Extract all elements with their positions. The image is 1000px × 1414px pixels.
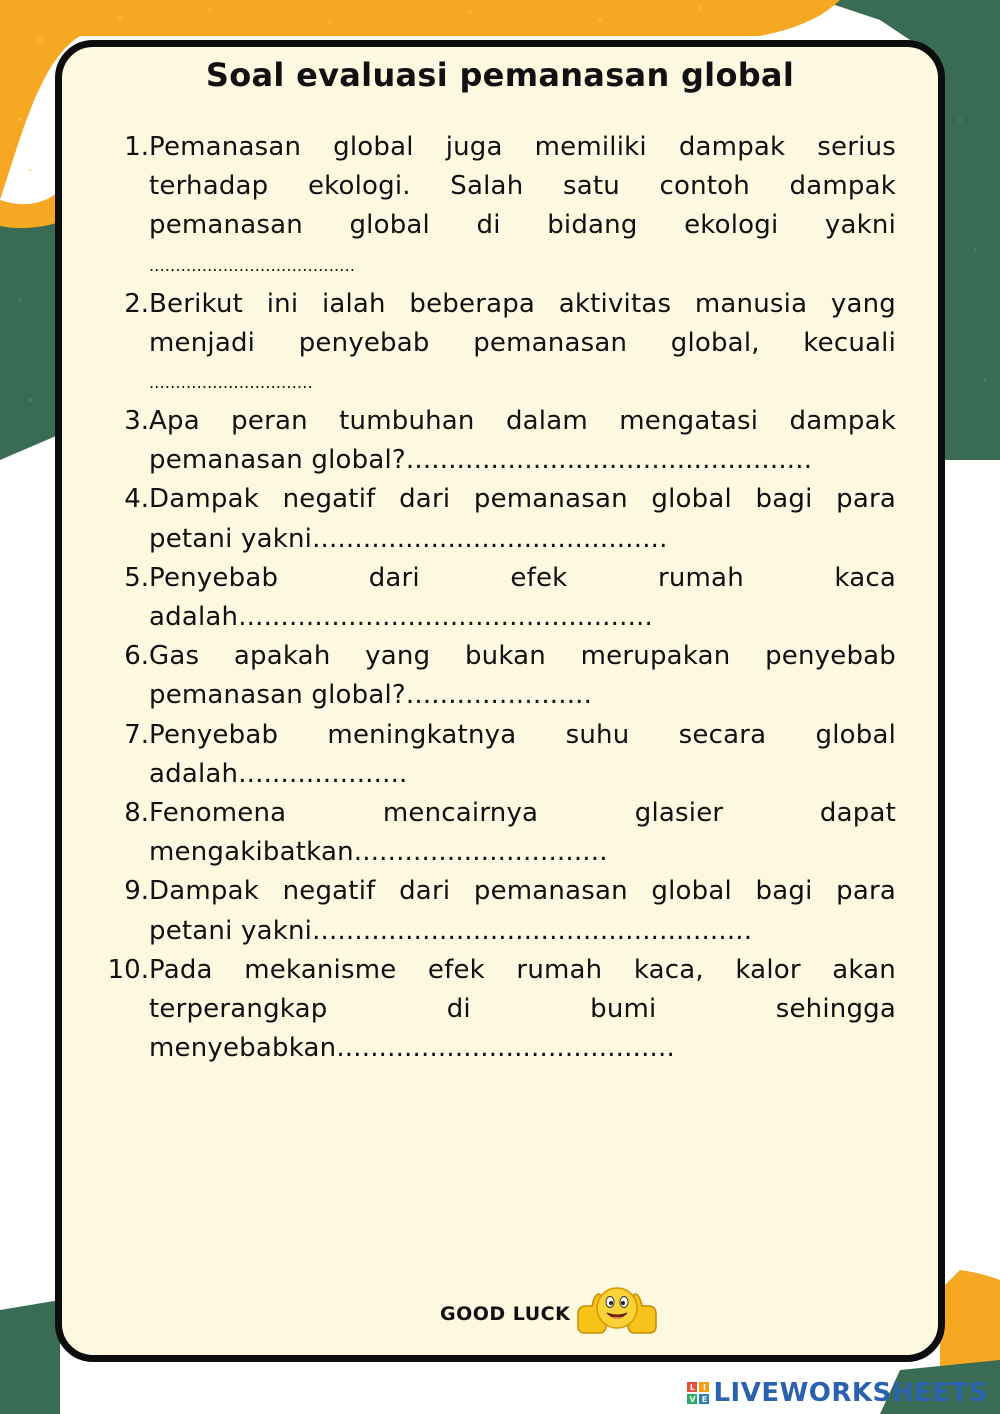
question-number: 10.	[107, 954, 149, 985]
question-text-body: Berikut ini ialah beberapa aktivitas manusia yang menjadi penyebab pemanasan global, kecuali	[149, 288, 896, 358]
question-number: 3.	[124, 406, 149, 437]
answer-blank: ...............................	[149, 373, 313, 393]
liveworksheets-text: LIVEWORKSHEETS	[713, 1378, 988, 1408]
question-number: 9.	[124, 876, 149, 907]
question-text: Penyebab meningkatnya suhu secara global adalah....................	[149, 719, 896, 789]
question-text: Dampak negatif dari pemanasan global bagi para petani yakni....................................................	[149, 876, 896, 946]
question-text: Gas apakah yang bukan merupakan penyebab pemanasan global?......................	[149, 641, 896, 711]
question-text: Apa peran tumbuhan dalam mengatasi dampak pemanasan global?................................................	[149, 406, 896, 476]
question-text-body: Pemanasan global juga memiliki dampak serius terhadap ekologi. Salah satu contoh dampak pemanasan global di bidang ekologi yakni	[149, 132, 896, 241]
question-text: Dampak negatif dari pemanasan global bagi para petani yakni..........................................	[149, 484, 896, 554]
logo-letter: V	[689, 1394, 696, 1404]
question-number: 5.	[124, 562, 149, 593]
question-item	[106, 872, 896, 950]
question-number: 6.	[124, 641, 149, 672]
question-item	[106, 637, 896, 715]
question-number: 2.	[124, 288, 149, 319]
question-text: Penyebab dari efek rumah kaca adalah.................................................	[149, 562, 896, 633]
question-text	[149, 128, 896, 285]
question-number: 7.	[124, 719, 149, 750]
logo-letter: L	[687, 1382, 697, 1392]
good-luck-text: GOOD LUCK	[440, 1303, 571, 1325]
liveworksheets-brand	[687, 1378, 988, 1408]
question-number: 4.	[124, 484, 149, 515]
question-item	[106, 559, 896, 637]
question-number: 8.	[124, 798, 149, 829]
logo-letter: I	[699, 1382, 709, 1392]
question-item	[106, 716, 896, 794]
answer-blank: .......................................	[149, 255, 356, 275]
question-number: 1.	[124, 132, 149, 162]
good-luck-footer	[440, 1286, 660, 1342]
question-item	[106, 480, 896, 558]
worksheet-title: Soal evaluasi pemanasan global	[205, 56, 795, 94]
question-item	[106, 951, 896, 1069]
question-text	[149, 285, 896, 402]
logo-letter: E	[699, 1394, 709, 1404]
question-text: Pada mekanisme efek rumah kaca, kalor akan terperangkap di bumi sehingga menyebabkan........................................	[149, 954, 896, 1064]
liveworksheets-logo-icon	[687, 1382, 709, 1404]
question-item	[106, 285, 896, 402]
question-list	[106, 128, 896, 1068]
question-item	[106, 402, 896, 480]
question-text: Fenomena mencairnya glasier dapat mengakibatkan..............................	[149, 798, 896, 868]
thumbs-up-smiley-icon	[574, 1284, 660, 1344]
question-item	[106, 128, 896, 285]
question-item	[106, 794, 896, 872]
